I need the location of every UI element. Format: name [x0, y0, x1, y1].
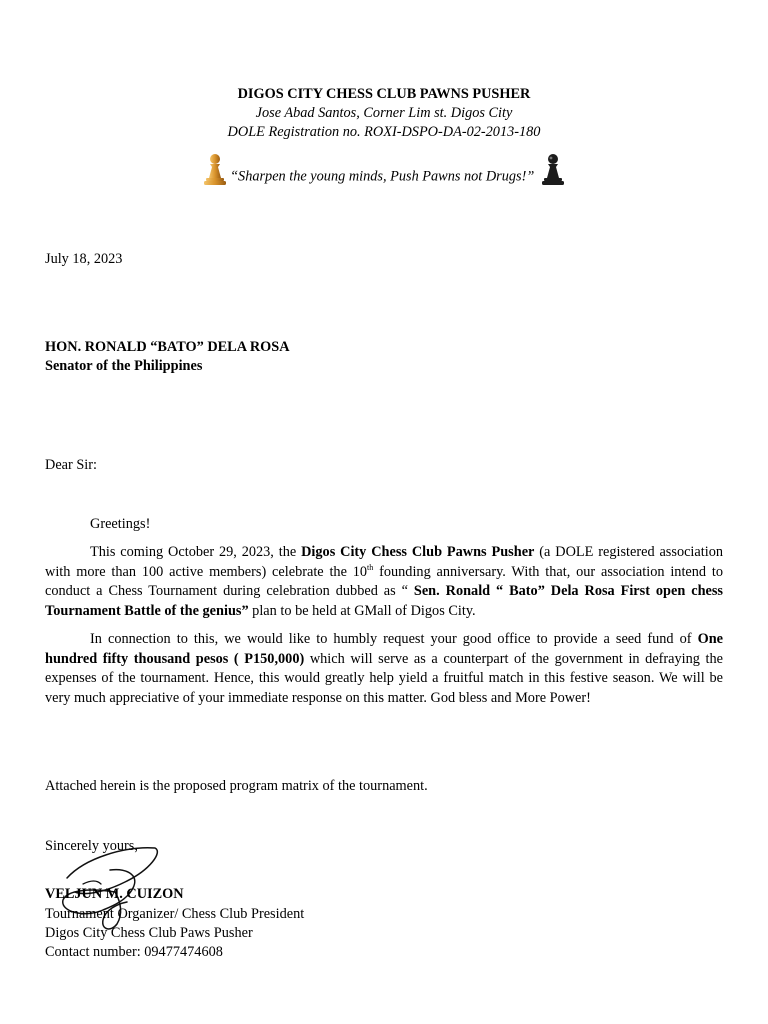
- org-address: Jose Abad Santos, Corner Lim st. Digos City: [255, 105, 513, 121]
- letter-date: July 18, 2023: [45, 251, 123, 267]
- org-registration: DOLE Registration no. ROXI-DSPO-DA-02-2013-180: [227, 124, 541, 140]
- recipient-title: Senator of the Philippines: [45, 358, 203, 374]
- recipient-name: HON. RONALD “BATO” DELA ROSA: [45, 339, 290, 355]
- tournament-name-bold: Sen. Ronald “ Bato” Dela Rosa First open chess Tournament Battle of the genius”: [45, 583, 723, 619]
- club-name-bold: Digos City Chess Club Pawns Pusher: [301, 544, 535, 560]
- body-paragraph-1: This coming October 29, 2023, the Digos City Chess Club Pawns Pusher (a DOLE registered association with more than 100 active members) celebrate the 10th founding anniversary. With that, our association intend to conduct a Chess Tournament during celebration dubbed as “ Sen. Ronald “ Bato” Dela Rosa First open chess Tournament Battle of the genius” plan to be held at GMall of Digos City.: [45, 544, 723, 619]
- seed-fund-amount-bold: One hundred fifty thousand pesos ( P150,000): [45, 631, 723, 667]
- closing: Sincerely yours,: [45, 838, 138, 854]
- motto-text: “Sharpen the young minds, Push Pawns not Drugs!”: [230, 168, 535, 185]
- signatory-name: VELJUN M. CUIZON: [45, 886, 184, 902]
- org-name: DIGOS CITY CHESS CLUB PAWNS PUSHER: [237, 86, 531, 102]
- signatory-contact: Contact number: 09477474608: [45, 944, 223, 960]
- salutation: Dear Sir:: [45, 457, 98, 473]
- black-pawn-icon: [538, 153, 568, 201]
- signatory-role: Tournament Organizer/ Chess Club President: [45, 906, 305, 922]
- motto-line: [0, 153, 768, 189]
- signatory-organization: Digos City Chess Club Paws Pusher: [45, 925, 253, 941]
- body-paragraph-2: In connection to this, we would like to humbly request your good office to provide a seed fund of One hundred fifty thousand pesos ( P150,000) which will serve as a counterpart of the government in defraying the expenses of the tournament. Hence, this would greatly help yield a fruitful match in this festive season. We will be very much appreciative of your immediate response on this matter. God bless and More Power!: [45, 631, 723, 706]
- greeting: Greetings!: [90, 516, 151, 532]
- gold-pawn-icon: [200, 153, 230, 201]
- attachment-note: Attached herein is the proposed program matrix of the tournament.: [45, 778, 428, 794]
